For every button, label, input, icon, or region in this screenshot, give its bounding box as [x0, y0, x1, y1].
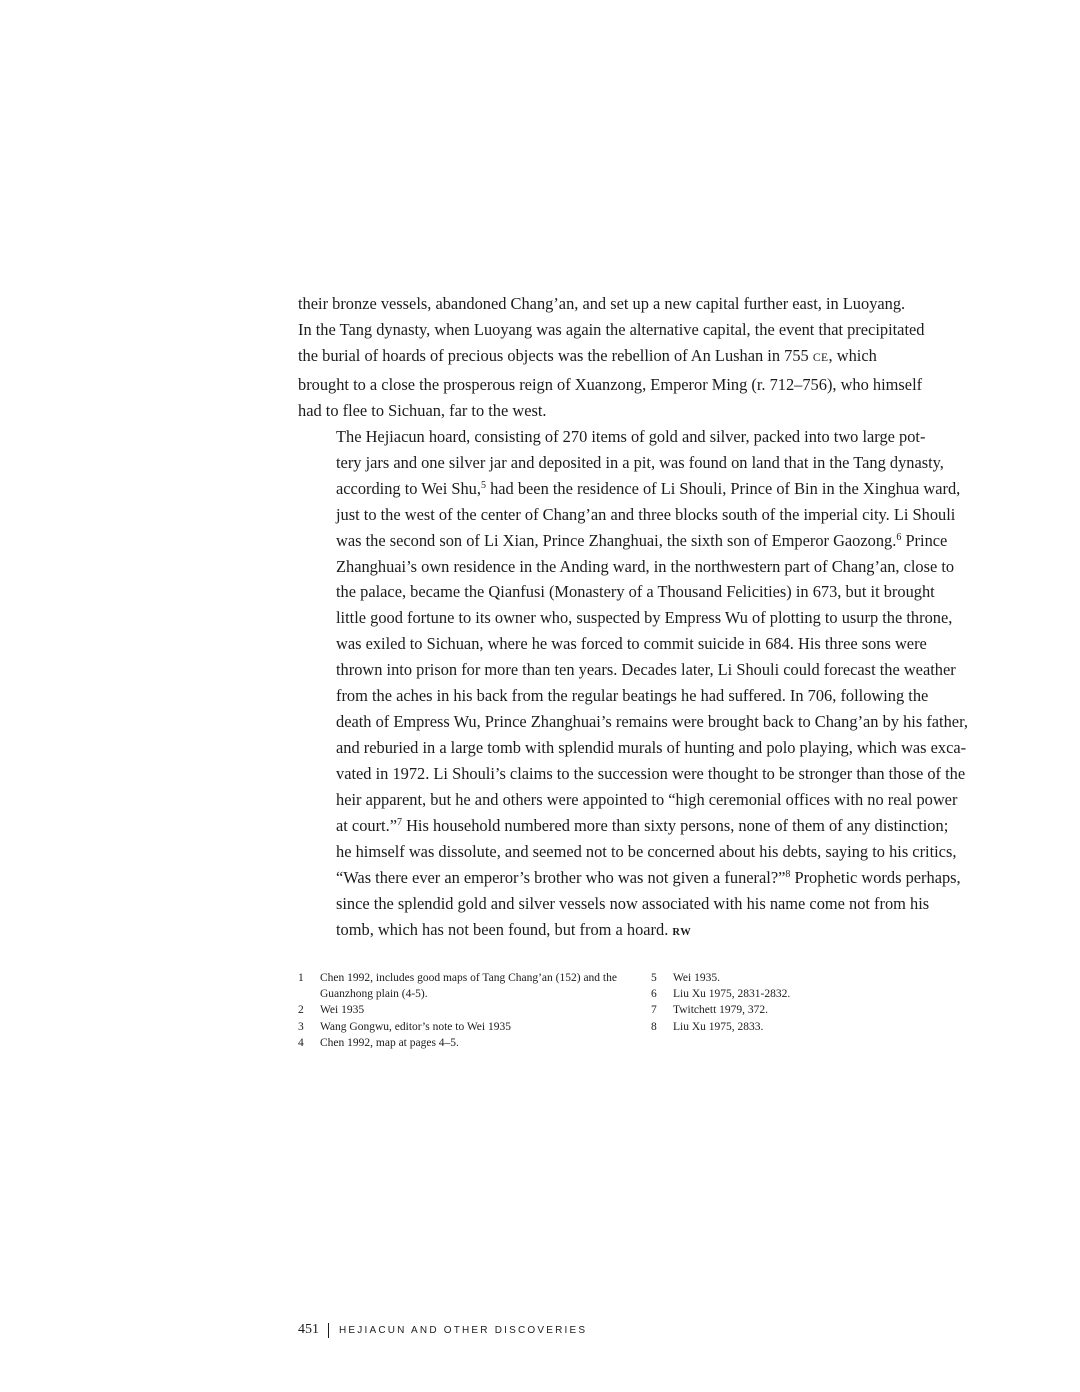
- footnote: [298, 970, 643, 1002]
- text-run: His household numbered more than sixty persons, none of them of any distinction;: [401, 816, 949, 836]
- text-run: tomb, which has not been found, but from a hoard.: [336, 919, 673, 939]
- paragraph-2: [298, 424, 988, 946]
- footnote-text: Liu Xu 1975, 2831-2832.: [673, 988, 791, 1001]
- footnote-text: Wei 1935: [320, 1004, 365, 1017]
- footnote: [298, 1019, 643, 1035]
- text-line: little good fortune to its owner who, suspected by Empress Wu of plotting to usurp the throne,: [336, 608, 953, 628]
- footnote: [651, 986, 996, 1002]
- footnote-text: Chen 1992, map at pages 4–5.: [320, 1036, 459, 1049]
- body-text: [298, 291, 988, 946]
- text-line: tery jars and one silver jar and deposited in a pit, was found on land that in the Tang dynasty,: [336, 452, 944, 472]
- text-line: thrown into prison for more than ten years. Decades later, Li Shouli could forecast the weather: [336, 660, 956, 680]
- text-run: had been the residence of Li Shouli, Prince of Bin in the Xinghua ward,: [485, 478, 961, 498]
- page-footer: [298, 1321, 587, 1339]
- footnote: [298, 1035, 643, 1051]
- footnote-number: 6: [651, 988, 657, 1001]
- author-initials: RW: [672, 926, 692, 938]
- footnote-number: 4: [298, 1036, 304, 1049]
- text-line: [298, 917, 988, 946]
- footnote-number: 2: [298, 1004, 304, 1017]
- page-number: 451: [298, 1322, 319, 1337]
- footnote-text: Wei 1935.: [673, 972, 720, 984]
- text-line: was exiled to Sichuan, where he was forced to commit suicide in 684. His three sons were: [336, 634, 927, 654]
- footnote-ref: 6: [896, 531, 902, 543]
- text-line: the palace, became the Qianfusi (Monastery of a Thousand Felicities) in 673, but it brought: [336, 582, 935, 602]
- footnote-text: Chen 1992, includes good maps of Tang Chang’an (152) and the Guanzhong plain (4-5).: [320, 972, 617, 1001]
- footnote-number: 5: [651, 972, 657, 984]
- text-line: and reburied in a large tomb with splendid murals of hunting and polo playing, which was exca-: [336, 738, 967, 758]
- footer-divider: [328, 1323, 329, 1338]
- text-line: heir apparent, but he and others were appointed to “high ceremonial offices with no real power: [336, 790, 958, 810]
- footnote: [651, 1019, 996, 1035]
- text-run: was the second son of Li Xian, Prince Zhanghuai, the sixth son of Emperor Gaozong.: [336, 530, 897, 550]
- text-line: he himself was dissolute, and seemed not to be concerned about his debts, saying to his critics,: [336, 842, 957, 862]
- text-run: at court.”: [336, 816, 397, 836]
- text-line: had to flee to Sichuan, far to the west.: [298, 400, 547, 420]
- footnote-number: 3: [298, 1020, 304, 1033]
- footnote-text: Liu Xu 1975, 2833.: [673, 1020, 764, 1033]
- era-abbreviation: CE: [812, 351, 829, 364]
- text-line: [298, 865, 988, 891]
- text-line: In the Tang dynasty, when Luoyang was again the alternative capital, the event that precipitated: [298, 319, 925, 339]
- text-run: “Was there ever an emperor’s brother who was not given a funeral?”: [336, 867, 786, 887]
- footnote-ref: 7: [396, 817, 402, 829]
- text-line: from the aches in his back from the regular beatings he had suffered. In 706, following the: [336, 686, 929, 706]
- text-line: [298, 343, 988, 372]
- footnote: [298, 1002, 643, 1018]
- text-line: just to the west of the center of Chang’an and three blocks south of the imperial city. Li Shouli: [336, 504, 956, 524]
- text-line: [298, 528, 988, 554]
- footnote: [651, 1002, 996, 1018]
- text-line: [298, 813, 988, 839]
- footnotes-right: [651, 970, 996, 1035]
- text-line: death of Empress Wu, Prince Zhanghuai’s remains were brought back to Chang’an by his father,: [336, 712, 968, 732]
- text-line: brought to a close the prosperous reign of Xuanzong, Emperor Ming (r. 712–756), who himself: [298, 374, 923, 394]
- text-run: Prophetic words perhaps,: [790, 867, 961, 887]
- text-run: , which: [828, 345, 877, 365]
- text-line: The Hejiacun hoard, consisting of 270 items of gold and silver, packed into two large pot-: [336, 426, 926, 446]
- text-line: since the splendid gold and silver vessels now associated with his name come not from his: [336, 893, 930, 913]
- footnote: [651, 970, 996, 986]
- text-line: Zhanghuai’s own residence in the Anding ward, in the northwestern part of Chang’an, close to: [336, 556, 955, 576]
- footnote-text: Twitchett 1979, 372.: [673, 1004, 769, 1017]
- footnote-text: Wang Gongwu, editor’s note to Wei 1935: [320, 1020, 511, 1033]
- footnote-number: 1: [298, 972, 304, 984]
- text-line: their bronze vessels, abandoned Chang’an, and set up a new capital further east, in Luoyang.: [298, 294, 906, 313]
- paragraph-1: [298, 291, 988, 424]
- footnotes-left: [298, 970, 643, 1051]
- text-run: according to Wei Shu,: [336, 478, 481, 498]
- text-run: the burial of hoards of precious objects was the rebellion of An Lushan in 755: [298, 345, 813, 365]
- running-head: HEJIACUN AND OTHER DISCOVERIES: [339, 1324, 588, 1336]
- footnote-number: 7: [651, 1004, 657, 1017]
- footnote-ref: 8: [785, 868, 791, 880]
- footnote-ref: 5: [480, 479, 486, 491]
- text-run: Prince: [901, 530, 948, 550]
- text-line: vated in 1972. Li Shouli’s claims to the succession were thought to be stronger than those of the: [336, 764, 966, 784]
- text-line: [298, 476, 988, 502]
- footnote-number: 8: [651, 1020, 657, 1033]
